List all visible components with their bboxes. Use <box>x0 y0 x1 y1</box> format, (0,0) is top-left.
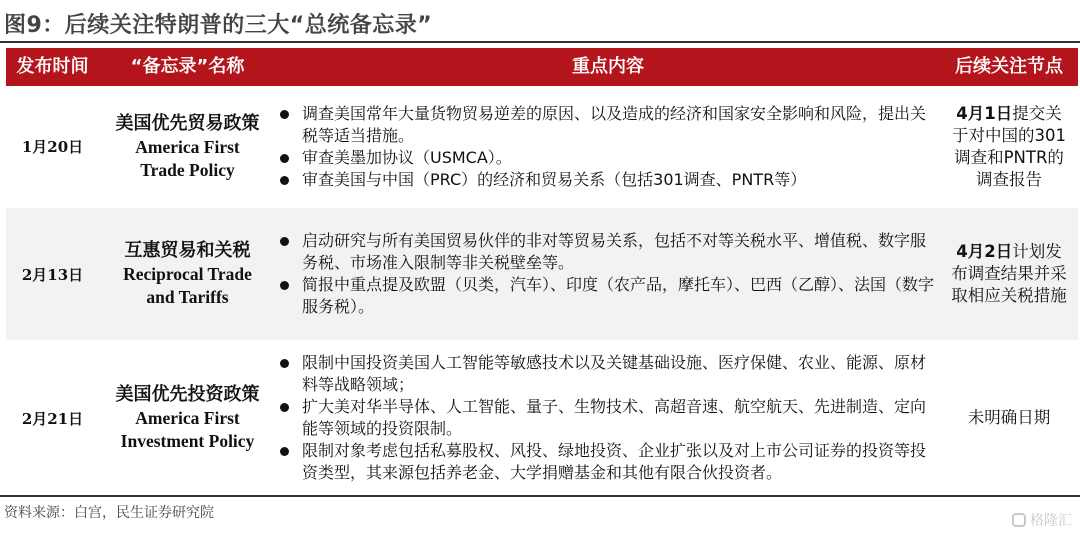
row-date: 2月13日 <box>21 265 84 284</box>
row-followup <box>940 86 1078 207</box>
bullet-item: 扩大美对华半导体、人工智能、量子、生物技术、高超音速、航空航天、先进制造、定向能等领域的投资限制。 <box>278 396 938 440</box>
bullet-dot-icon <box>280 447 289 456</box>
bullet-item: 启动研究与所有美国贸易伙伴的非对等贸易关系，包括不对等关税水平、增值税、数字服务税、市场准入限制等非关税壁垒等。 <box>278 230 938 274</box>
header-date: 发布时间 <box>16 56 89 77</box>
memo-name-en: America First <box>135 136 240 157</box>
table-row <box>6 341 1078 495</box>
followup-date: 4月1日 <box>956 103 1013 123</box>
followup-text: 未明确日期 <box>967 408 1051 427</box>
bullet-dot-icon <box>280 281 289 290</box>
memo-name-zh: 互惠贸易和关税 <box>124 240 251 261</box>
figure-title: 图9：后续关注特朗普的三大“总统备忘录” <box>4 13 433 38</box>
watermark <box>1012 510 1072 530</box>
header-name: “备忘录”名称 <box>130 56 245 77</box>
bullet-item: 审查美国与中国（PRC）的经济和贸易关系（包括301调查、PNTR等） <box>278 169 938 191</box>
row-memo-name <box>99 341 276 495</box>
memo-name-en: and Tariffs <box>146 287 229 307</box>
table-row <box>6 208 1078 340</box>
bullet-dot-icon <box>280 176 289 185</box>
bullet-item: 调查美国常年大量货物贸易逆差的原因、以及造成的经济和国家安全影响和风险，提出关税等适当措施。 <box>278 103 938 147</box>
bullet-dot-icon <box>280 403 289 412</box>
table-header <box>6 48 1078 86</box>
row-date: 2月21日 <box>21 409 84 428</box>
gelonghui-logo-icon <box>1012 513 1026 527</box>
bullet-item: 简报中重点提及欧盟（贝类，汽车）、印度（农产品，摩托车）、巴西（乙醇）、法国（数字服务税）。 <box>278 274 938 318</box>
source-note: 资料来源：白宫，民生证券研究院 <box>4 505 214 521</box>
followup-date: 4月2日 <box>956 242 1013 261</box>
memo-name-en: Investment Policy <box>120 431 255 451</box>
memo-name-zh: 美国优先投资政策 <box>115 384 260 405</box>
bullet-dot-icon <box>280 237 289 246</box>
memo-name-en: Reciprocal Trade <box>123 264 252 284</box>
watermark-text: 格隆汇 <box>1030 513 1072 529</box>
bullet-item: 审查美墨加协议（USMCA）。 <box>278 147 938 169</box>
memo-name-en: Trade Policy <box>140 159 235 180</box>
row-followup <box>940 341 1078 495</box>
row-content <box>278 86 938 207</box>
followup-text: 提交关于对中国的301调查和PNTR的调查报告 <box>952 103 1066 189</box>
header-followup: 后续关注节点 <box>955 56 1063 77</box>
followup-text: 计划发布调查结果并采取相应关税措施 <box>951 242 1067 305</box>
bullet-dot-icon <box>280 359 289 368</box>
row-date: 1月20日 <box>21 138 84 156</box>
header-content: 重点内容 <box>572 56 644 77</box>
memo-name-zh: 美国优先贸易政策 <box>115 112 260 134</box>
bottom-divider <box>0 495 1080 497</box>
row-content <box>278 208 938 340</box>
title-divider <box>0 41 1080 43</box>
bullet-dot-icon <box>280 110 289 119</box>
row-followup <box>940 208 1078 340</box>
bullet-dot-icon <box>280 154 289 163</box>
memo-name-en: America First <box>135 408 240 428</box>
bullet-item: 限制中国投资美国人工智能等敏感技术以及关键基础设施、医疗保健、农业、能源、原材料等战略领域； <box>278 352 938 396</box>
bullet-item: 限制对象考虑包括私募股权、风投、绿地投资、企业扩张以及对上市公司证券的投资等投资类型，其来源包括养老金、大学捐赠基金和其他有限合伙投资者。 <box>278 440 938 484</box>
table-row <box>6 86 1078 207</box>
row-memo-name <box>99 208 276 340</box>
row-content <box>278 341 938 495</box>
row-memo-name <box>99 86 276 207</box>
